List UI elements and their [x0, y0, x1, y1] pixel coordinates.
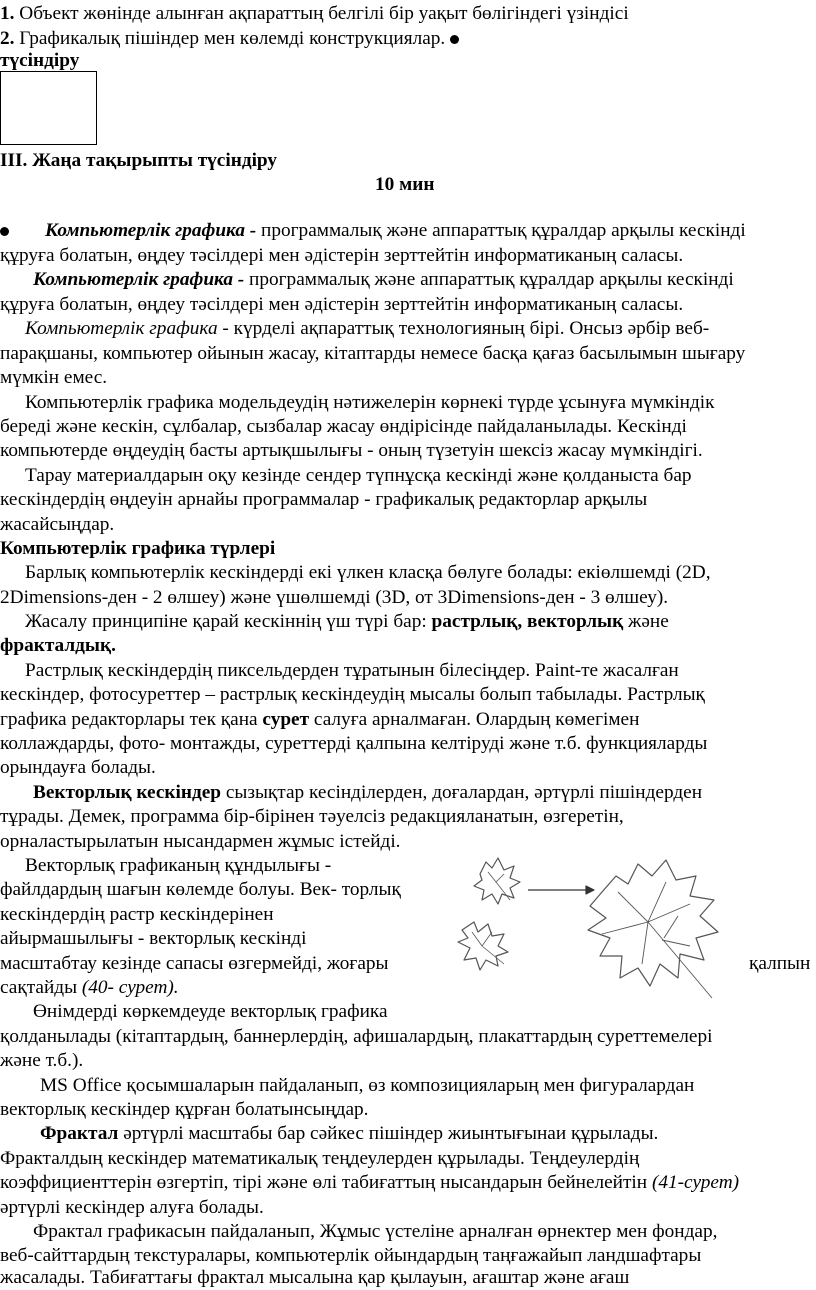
paragraph-line [40, 1122, 658, 1146]
paragraph-line: Тарау материалдарын оқу кезінде сендер түпнұсқа кескінді және қолданыста бар [25, 465, 692, 486]
text: сақтайды [0, 977, 82, 998]
text: графика редакторлары тек қана [0, 709, 263, 730]
subsection-title: Компьютерлік графика түрлері [0, 538, 276, 559]
small-leaf-icon [458, 922, 508, 970]
paragraph-line [0, 708, 639, 732]
paragraph-line: Векторлық графиканың құндылығы - [25, 855, 332, 876]
emphasis: Фрактал [40, 1123, 119, 1144]
emphasis: Векторлық кескіндер [33, 782, 222, 803]
paragraph-line: Растрлық кескіндердің пиксельдерден тұратынын білесіңдер. Paint-те жасалған [25, 660, 679, 681]
large-leaf-icon [588, 860, 718, 986]
paragraph-line: орналастырылатын нысандармен жұмыс істейді. [0, 831, 401, 852]
paragraph-line: масштабтау кезінде сапасы өзгермейді, жоғары [0, 953, 389, 974]
empty-frame [0, 71, 97, 145]
text: программалық және аппараттық құралдар арқылы кескінді [244, 269, 734, 290]
item-text: Объект жөнінде алынған ақпараттың белгілі бір уақыт бөлігіндегі үзіндісі [14, 3, 629, 24]
paragraph-line: коллаждарды, фото- монтажды, суреттерді қалпына келтіруді және т.б. функцияларды [0, 733, 708, 754]
text: Жасалу принципіне қарай кескіннің үш түрі бар: [25, 611, 432, 632]
paragraph-line [25, 317, 709, 341]
item-text: Графикалық пішіндер мен көлемді конструкциялар. [14, 28, 446, 49]
paragraph-line [0, 219, 746, 243]
paragraph-line: береді және кескін, сұлбалар, сызбалар жасау өндірісінде пайдаланылады. Кескінді [0, 416, 687, 437]
text: әртүрлі масштабы бар сәйкес пішіндер жиынтығынаи құрылады. [118, 1123, 659, 1144]
paragraph-line: жасайсыңдар. [0, 514, 115, 535]
paragraph-line: Барлық компьютерлік кескіндерді екі үлкен класқа бөлуге болады: екіөлшемді (2D, [25, 562, 711, 583]
paragraph-line: Компьютерлік графика модельдеудің нәтижелерін көрнекі түрде ұсынуға мүмкіндік [25, 392, 715, 413]
figure-ref: (41-сурет) [651, 1172, 740, 1193]
paragraph-line: кескіндер, фотосуреттер – растрлық кескіндеудің мысалы болып табылады. Растрлық [0, 684, 705, 705]
text: салуға арналмаған. Олардың көмегімен [309, 709, 640, 730]
item-number: 2. [0, 28, 15, 49]
paragraph-line [0, 1171, 739, 1195]
figure-ref: (40- сурет). [81, 977, 179, 998]
term: Компьютерлік графика - [33, 269, 245, 290]
text: программалық және аппараттық құралдар арқылы кескінді [256, 220, 746, 241]
paragraph-line: кескіндердің өңдеуін арнайы программалар - графикалық редакторлар арқылы [0, 489, 648, 510]
paragraph-line [33, 781, 702, 805]
paragraph-line: кескіндердің растр кескіндерінен [0, 904, 274, 925]
item-number: 1. [0, 3, 15, 24]
term: Компьютерлік графика [25, 318, 218, 339]
header-item-2 [0, 27, 459, 51]
paragraph-line: құруға болатын, өңдеу тәсілдері мен әдістерін зерттейтін информатиканың саласы. [0, 245, 684, 266]
paragraph-line: құруға болатын, өңдеу тәсілдері мен әдістерін зерттейтін информатиканың саласы. [0, 294, 684, 315]
paragraph-line: айырмашылығы - векторлық кескінді [0, 928, 307, 949]
term: Компьютерлік графика - [45, 220, 257, 241]
paragraph-line: Фрактал графикасын пайдаланып, Жұмыс үстеліне арналған өрнектер мен фондар, [33, 1221, 718, 1242]
text: - күрделі ақпараттық технологияның бірі. Онсыз әрбір веб- [217, 318, 710, 339]
bullet-icon [450, 35, 459, 44]
paragraph-line [25, 610, 669, 634]
paragraph-line: орындауға болады. [0, 757, 156, 778]
header-item-1 [0, 2, 629, 26]
paragraph-line: фракталдық. [0, 635, 116, 656]
text: және [623, 611, 669, 632]
paragraph-line: әртүрлі кескіндер алуға болады. [0, 1197, 264, 1218]
text: сызықтар кесінділерден, доғалардан, әртүрлі пішіндерден [221, 782, 703, 803]
text: коэффициенттерін өзгертіп, тірі және өлі табиғаттың нысандарын бейнелейтін [0, 1172, 652, 1193]
paragraph-line: тұрады. Демек, программа бір-бірінен тәуелсіз редакцияланатын, өзгеретін, [0, 806, 624, 827]
paragraph-line: 2Dimensions-ден - 2 өлшеу) және үшөлшемді (3D, от 3Dimensions-ден - 3 өлшеу). [0, 587, 669, 608]
bullet-icon [0, 227, 9, 236]
vector-leaf-illustration [452, 852, 732, 1004]
paragraph-line: компьютерде өңдеудің басты артықшылығы - оның түзетуін шексіз жасау мүмкіндігі. [0, 440, 703, 461]
paragraph-line: қолданылады (кітаптардың, баннерлердің, афишалардың, плакаттардың суреттемелері [0, 1026, 713, 1047]
paragraph-line: және т.б.). [0, 1050, 84, 1071]
paragraph-line: файлдардың шағын көлемде болуы. Век- торлық [0, 879, 401, 900]
explain-label: түсіндіру [0, 50, 80, 71]
paragraph-line [33, 268, 734, 292]
emphasis: растрлық, векторлық [431, 611, 624, 632]
paragraph-line: мүмкін емес. [0, 367, 108, 388]
paragraph-line: веб-сайттардың текстуралары, компьютерлік ойындардың таңғажайып ландшафтары [0, 1245, 702, 1266]
paragraph-line: Фракталдың кескіндер математикалық теңдеулерден құрылады. Теңдеулердің [0, 1148, 640, 1169]
paragraph-line: векторлық кескіндер құрған болатынсыңдар. [0, 1099, 369, 1120]
section-title: ІІІ. Жаңа тақырыпты түсіндіру [0, 150, 278, 171]
paragraph-line: жасалады. Табиғаттағы фрактал мысалына қар қылауын, ағаштар және ағаш [0, 1267, 630, 1288]
paragraph-line [0, 976, 179, 1000]
paragraph-line: Өнімдерді көркемдеуде векторлық графика [33, 1001, 388, 1022]
paragraph-line: парақшаны, компьютер ойынын жасау, кітаптарды немесе басқа қағаз басылымын шығару [0, 343, 746, 364]
emphasis: сурет [262, 709, 310, 730]
paragraph-line-right: қалпын [749, 953, 811, 974]
section-time: 10 мин [375, 174, 435, 195]
paragraph-line: MS Office қосымшаларын пайдаланып, өз композицияларың мен фигуралардан [40, 1075, 695, 1096]
